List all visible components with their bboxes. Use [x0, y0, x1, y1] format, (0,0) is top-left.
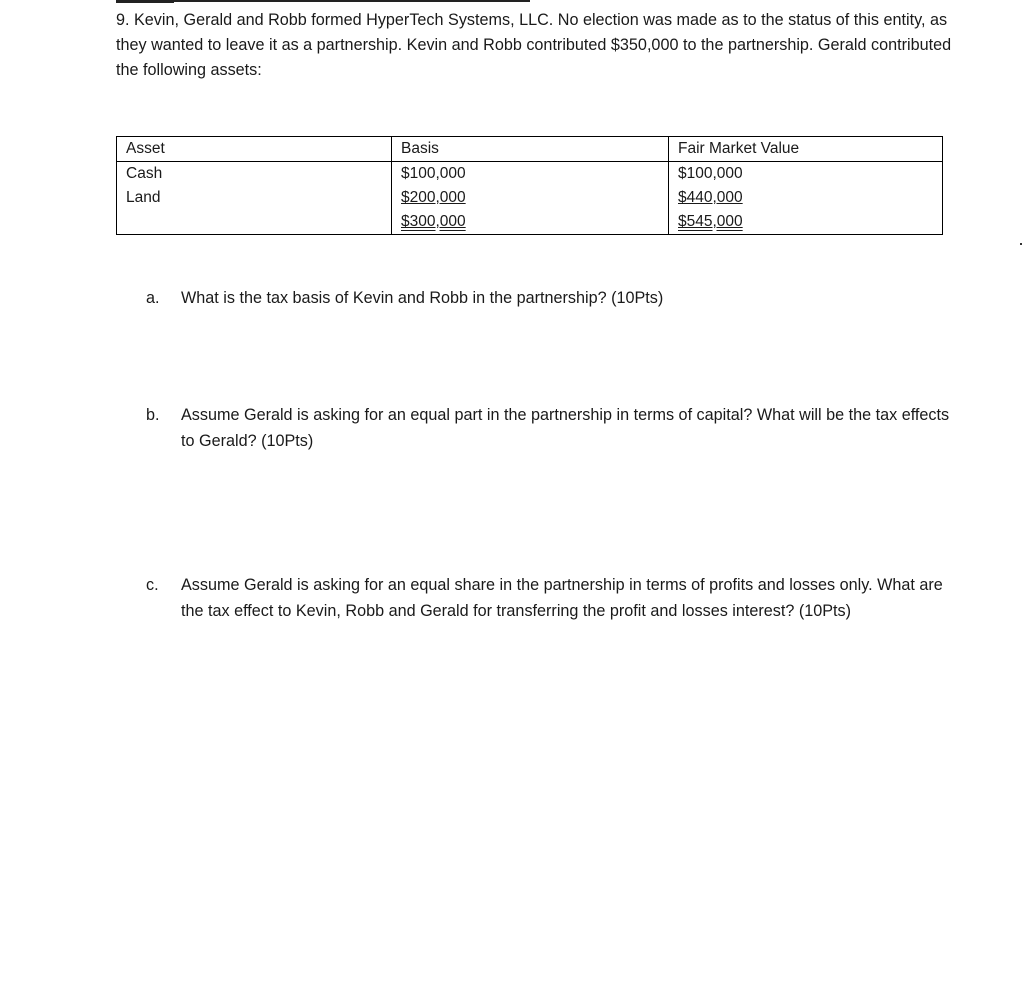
cell-asset: Land [117, 186, 392, 210]
name-line-rule [116, 0, 530, 2]
question-text: What is the tax basis of Kevin and Robb in the partnership? (10Pts) [181, 289, 664, 307]
cell-basis: $100,000 [392, 162, 669, 187]
stray-mark [1020, 243, 1022, 245]
header-fmv: Fair Market Value [669, 137, 943, 162]
asset-table [116, 136, 943, 235]
problem-intro: 9. Kevin, Gerald and Robb formed HyperTech Systems, LLC. No election was made as to the status of this entity, as they wanted to leave it as a partnership. Kevin and Robb contributed $350,000 to the partnership. Gerald contributed the following assets: [116, 11, 952, 79]
cell-basis-total-value: $300,000 [401, 213, 466, 230]
cell-fmv: $100,000 [669, 162, 943, 187]
header-asset: Asset [117, 137, 392, 162]
cell-basis [392, 186, 669, 210]
question-letter: b. [146, 406, 160, 424]
cell-asset: Cash [117, 162, 392, 187]
question-letter: a. [146, 289, 160, 307]
cell-basis-value: $200,000 [401, 189, 466, 206]
question-c [146, 572, 956, 624]
header-basis: Basis [392, 137, 669, 162]
table-header-row [117, 137, 943, 162]
cell-fmv-total [669, 210, 943, 235]
question-text: Assume Gerald is asking for an equal part in the partnership in terms of capital? What will be the tax effects to Gerald? (10Pts) [181, 406, 950, 450]
cell-fmv [669, 186, 943, 210]
cell-basis-total [392, 210, 669, 235]
question-a [146, 285, 956, 311]
question-text: Assume Gerald is asking for an equal share in the partnership in terms of profits and losses only. What are the tax effect to Kevin, Robb and Gerald for transferring the profit and losses interest? (10Pts) [181, 576, 943, 620]
cell-fmv-total-value: $545,000 [678, 213, 743, 230]
question-letter: c. [146, 576, 159, 594]
table-row [117, 162, 943, 187]
question-b [146, 402, 956, 454]
cell-asset [117, 210, 392, 235]
cell-fmv-value: $440,000 [678, 189, 743, 206]
table-row [117, 186, 943, 210]
table-row-total [117, 210, 943, 235]
